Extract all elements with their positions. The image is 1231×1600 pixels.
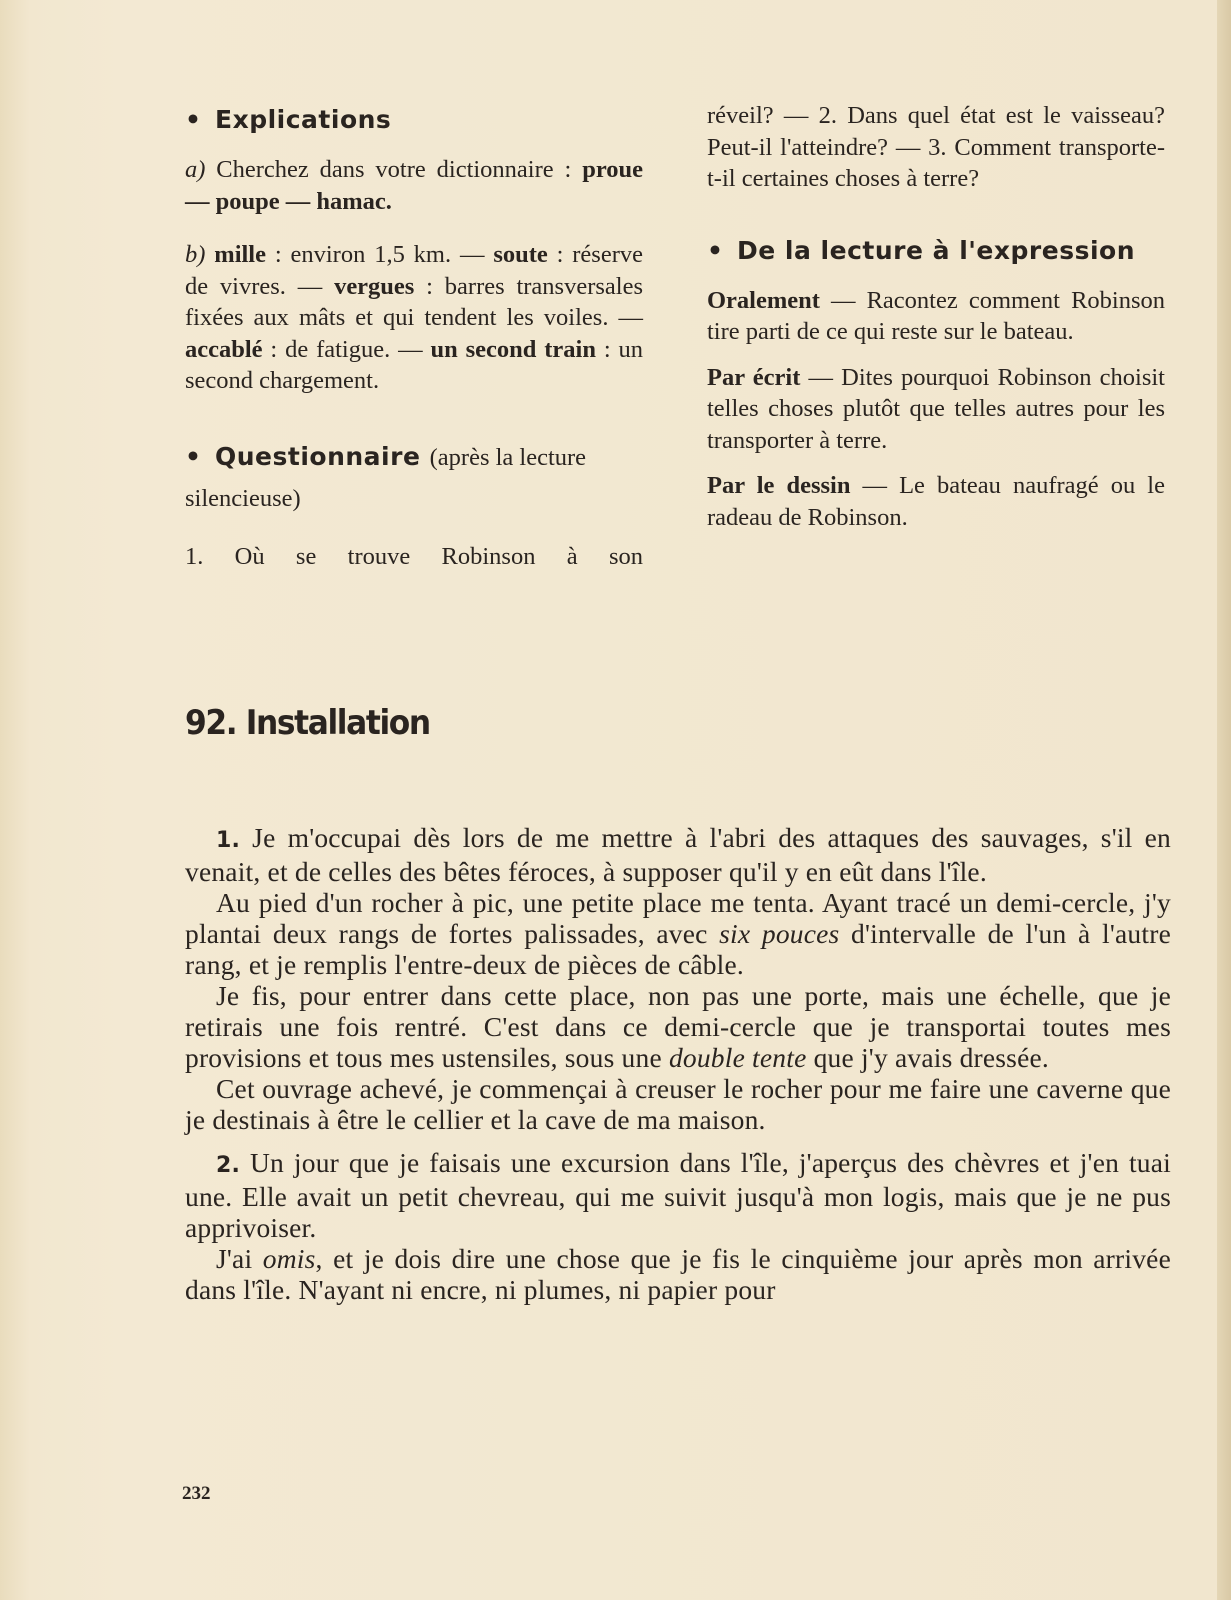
section-number-1: 1. [216,828,241,853]
dessin-label: Par le dessin [707,472,851,499]
paragraph-6-text-a: J'ai [216,1243,263,1274]
questionnaire-part-left: 1. Où se trouve Robinson à son [185,542,643,570]
expression-ecrit [707,362,1165,457]
explications-heading-text: Explications [215,105,392,134]
chapter-title: 92. Installation [185,703,430,743]
chapter-body [185,822,1171,1305]
explications-heading [185,100,643,140]
def-mille: : environ 1,5 km. — [266,241,494,268]
ecrit-label: Par écrit [707,363,801,391]
expression-dessin [707,470,1165,533]
paragraph-2-text-b: d'intervalle de l'un à l'autre rang, et je remplis l'entre-deux de pièces de câble. [185,918,1171,980]
paragraph-4: Cet ouvrage achevé, je commençai à creuser le rocher pour me faire une caverne que je destinais à être le cellier et la cave de ma maison. [185,1073,1171,1135]
questionnaire-part-right: réveil? — 2. Dans quel état est le vaisseau? Peut-il l'atteindre? — 3. Comment transporte-t-il certaines choses à terre? [707,102,1165,192]
word-vergues: vergues [334,272,415,300]
ecrit-text: — Dites pourquoi Robinson choisit telles choses plutôt que telles autres pour les transporter à terre. [707,363,1165,454]
word-mille: mille [214,241,266,268]
explications-a-text: Cherchez dans votre dictionnaire : [205,156,572,183]
paragraph-2-text-a: Au pied d'un rocher à pic, une petite place me tenta. Ayant tracé un demi-cercle, j'y plantai deux rangs de fortes palissades, avec [185,887,1171,949]
bullet-icon: • [185,441,202,471]
left-column [185,100,643,572]
item-letter-a: a) [185,156,206,183]
paragraph-1 [185,822,1171,887]
bullet-icon: • [185,105,202,134]
paragraph-3-italic: double tente [668,1042,807,1073]
paragraph-5 [185,1147,1171,1243]
paragraph-3-text-a: Je fis, pour entrer dans cette place, non pas une porte, mais une échelle, que je retirais une fois rentré. C'est dans ce demi-cercle que je transportai toutes mes provisions et tous mes ustensiles, sous une [185,980,1171,1073]
word-soute: soute [493,241,548,268]
paragraph-6-italic: omis [262,1243,316,1274]
word-second-train: un second train [430,335,596,363]
expression-heading-text: De la lecture à l'expression [737,235,1135,265]
def-soute: : réserve de vivres. — [185,241,643,300]
questionnaire-aside: (après la lecture silencieuse) [185,443,587,512]
paragraph-2 [185,887,1171,980]
questionnaire-heading-text: Questionnaire [215,441,421,471]
paragraph-3 [185,980,1171,1073]
def-vergues: : barres transversales fixées aux mâts et qui tendent les voiles. — [185,272,643,331]
questionnaire-heading [185,437,643,519]
bullet-icon: • [707,235,724,265]
expression-heading [707,231,1165,271]
paragraph-6-text-b: , et je dois dire une chose que je fis le cinquième jour après mon arrivée dans l'île. N'ayant ni encre, ni plumes, ni papier pour [185,1243,1171,1305]
page-edge [1217,0,1231,1600]
paragraph-3-text-b: que j'y avais dressée. [806,1042,1049,1073]
page-number: 232 [182,1483,211,1504]
word-accable: accablé [185,335,263,363]
explications-a [185,154,643,217]
right-column [707,100,1165,533]
section-number-2: 2. [216,1153,241,1178]
paragraph-1-text: Je m'occupai dès lors de me mettre à l'abri des attaques des sauvages, s'il en venait, et de celles des bêtes féroces, à supposer qu'il y en eût dans l'île. [185,822,1171,887]
expression-oral [707,285,1165,348]
oral-text: — Racontez comment Robinson tire parti de ce qui reste sur le bateau. [707,286,1165,345]
paragraph-6 [185,1243,1171,1305]
oral-label: Oralement [707,286,820,314]
paragraph-5-text: Un jour que je faisais une excursion dans l'île, j'aperçus des chèvres et j'en tuai une. Elle avait un petit chevreau, qui me suivit jusqu'à mon logis, mais que je ne pus apprivoiser. [185,1147,1171,1243]
def-second-train: : un second chargement. [185,335,643,394]
paragraph-2-italic: six pouces [719,918,840,949]
dessin-text: — Le bateau naufragé ou le radeau de Robinson. [707,472,1165,531]
def-accable: : de fatigue. — [262,335,431,363]
item-letter-b: b) [185,241,206,268]
explications-b [185,239,643,397]
explications-a-words: proue — poupe — hamac. [185,156,644,215]
